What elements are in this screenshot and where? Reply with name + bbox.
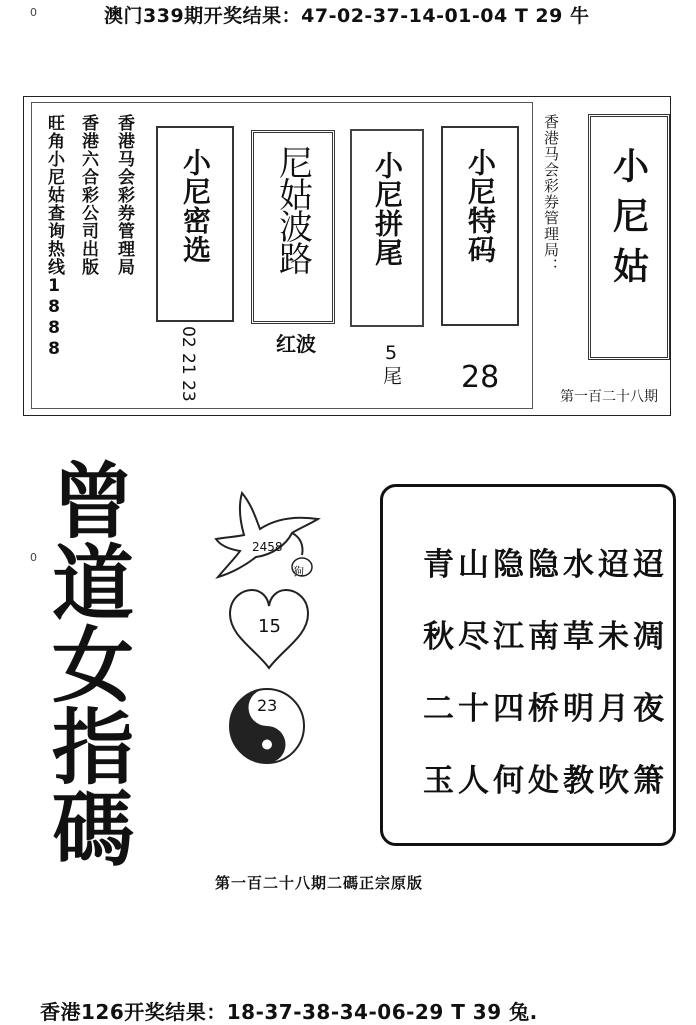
title-char: 碼 [52, 783, 135, 878]
panel-special-code-title: 小尼特码 [464, 148, 497, 264]
dog-label: 狗 [293, 565, 304, 578]
brand-box [588, 114, 670, 360]
publisher-text: 香港六合彩公司出版 [78, 114, 98, 276]
tail-number: 5尾 [380, 342, 402, 387]
page-marker-top: 0 [30, 6, 37, 19]
authority-right-text: 香港马会彩券管理局： [542, 114, 560, 274]
hotline-text: 旺角小尼姑查询热线1888 [44, 114, 64, 360]
macau-result-banner: 澳门339期开奖结果：47-02-37-14-01-04 T 29 牛 [104, 5, 590, 27]
title-char: 女 [52, 619, 135, 714]
title-char: 指 [52, 701, 135, 796]
panel-wave-route-title: 尼姑波路 [272, 145, 313, 273]
brand-title: 小尼姑 [607, 147, 650, 297]
panel-wave-route [251, 130, 335, 324]
panel-tail-pick [350, 129, 424, 327]
title-char: 曾 [52, 455, 135, 550]
poem-line: 秋尽江南草未凋 [423, 619, 668, 655]
panel-tail-pick-title: 小尼拼尾 [371, 151, 404, 267]
yinyang-number: 23 [257, 696, 278, 715]
secret-pick-numbers: 02 21 23 [178, 326, 198, 402]
panel-special-code [441, 126, 519, 326]
vertical-title [52, 455, 142, 878]
footer-issue: 第一百二十八期二碼正宗原版 [215, 874, 424, 892]
dove-icon [212, 485, 330, 585]
title-char: 道 [52, 537, 135, 632]
panel-secret-pick-title: 小尼密选 [179, 148, 212, 264]
authority-text: 香港马会彩券管理局 [114, 114, 134, 276]
hk-result-banner: 香港126开奖结果：18-37-38-34-06-29 T 39 兔. [40, 1000, 538, 1024]
issue-number: 第一百二十八期 [560, 389, 658, 405]
page-marker-mid: 0 [30, 551, 37, 564]
poem-line: 青山隐隐水迢迢 [423, 547, 668, 583]
special-code-number: 28 [461, 360, 500, 395]
poem-line: 玉人何处教吹箫 [423, 763, 668, 799]
wave-color: 红波 [276, 332, 316, 356]
heart-number: 15 [258, 616, 281, 637]
poem-line: 二十四桥明月夜 [423, 691, 668, 727]
panel-secret-pick [156, 126, 234, 322]
poem-box [380, 484, 676, 846]
dove-number: 2458 [252, 540, 283, 554]
